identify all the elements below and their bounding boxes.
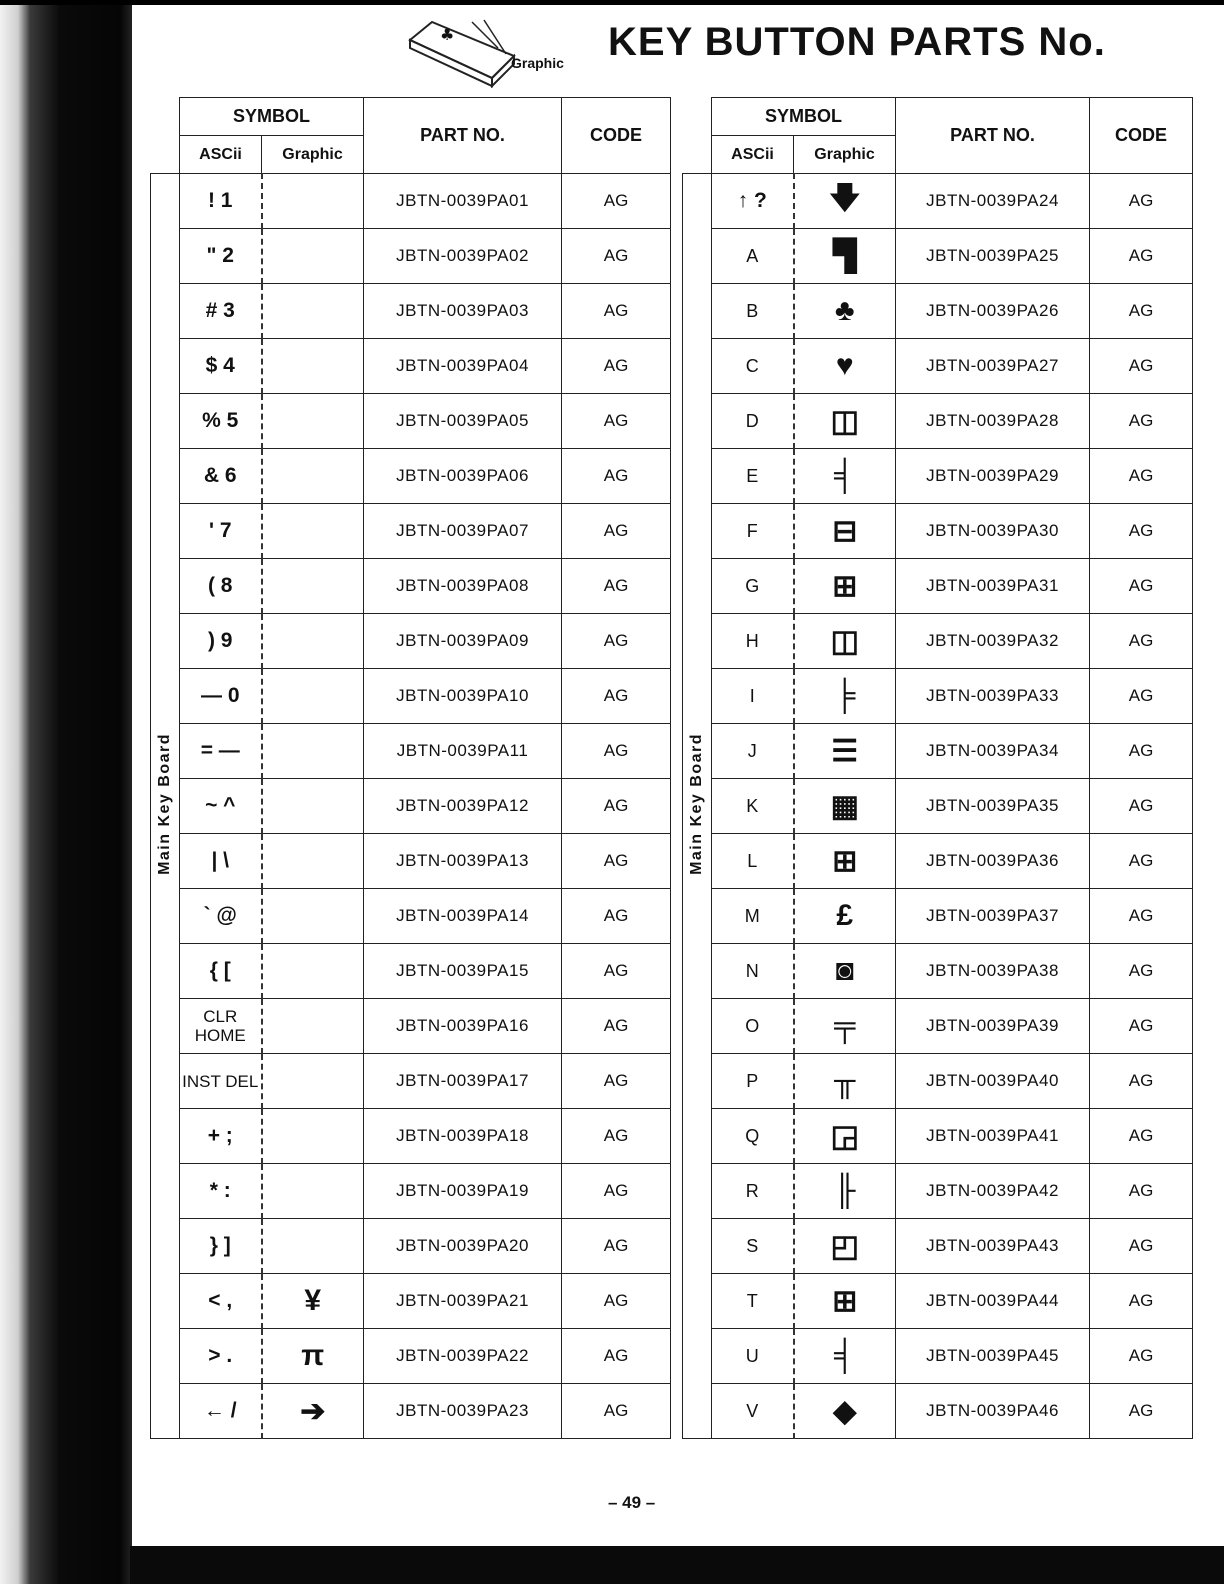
code-cell: AG	[1090, 229, 1193, 284]
part-no-cell: JBTN-0039PA26	[896, 284, 1090, 339]
part-no-cell: JBTN-0039PA13	[364, 834, 562, 889]
part-no-cell: JBTN-0039PA38	[896, 944, 1090, 999]
graphic-cell: ◫	[794, 614, 896, 669]
table-row	[151, 1219, 671, 1274]
graphic-cell	[262, 834, 364, 889]
part-no-cell: JBTN-0039PA16	[364, 999, 562, 1054]
ascii-cell: + ;	[180, 1109, 262, 1164]
ascii-cell: ( 8	[180, 559, 262, 614]
ascii-cell: F	[712, 504, 794, 559]
ascii-cell: CLR HOME	[180, 999, 262, 1054]
table-row	[683, 834, 1193, 889]
code-cell: AG	[562, 1109, 671, 1164]
code-cell: AG	[1090, 944, 1193, 999]
graphic-cell	[262, 724, 364, 779]
part-no-cell: JBTN-0039PA21	[364, 1274, 562, 1329]
part-no-cell: JBTN-0039PA34	[896, 724, 1090, 779]
part-no-cell: JBTN-0039PA40	[896, 1054, 1090, 1109]
code-header: CODE	[562, 98, 671, 174]
graphic-cell: ◙	[794, 944, 896, 999]
table-row	[683, 944, 1193, 999]
ascii-cell: S	[712, 1219, 794, 1274]
table-row	[683, 504, 1193, 559]
ascii-cell: M	[712, 889, 794, 944]
parts-table-left	[150, 97, 671, 1439]
code-cell: AG	[562, 1274, 671, 1329]
part-no-cell: JBTN-0039PA19	[364, 1164, 562, 1219]
graphic-cell: ◫	[794, 394, 896, 449]
code-cell: AG	[1090, 394, 1193, 449]
code-cell: AG	[1090, 504, 1193, 559]
symbol-header: SYMBOL	[712, 98, 896, 136]
graphic-cell: ▦	[794, 779, 896, 834]
graphic-cell	[262, 1054, 364, 1109]
graphic-header: Graphic	[794, 136, 896, 174]
part-no-cell: JBTN-0039PA45	[896, 1329, 1090, 1384]
graphic-cell: π	[262, 1329, 364, 1384]
table-row	[683, 1274, 1193, 1329]
table-row	[151, 1054, 671, 1109]
part-no-cell: JBTN-0039PA27	[896, 339, 1090, 394]
ascii-cell: C	[712, 339, 794, 394]
side-label-cell	[683, 174, 712, 1439]
code-cell: AG	[1090, 339, 1193, 394]
part-no-cell: JBTN-0039PA02	[364, 229, 562, 284]
ascii-cell: " 2	[180, 229, 262, 284]
header-graphic-label: Graphic	[511, 55, 564, 71]
table-row	[151, 779, 671, 834]
code-cell: AG	[562, 889, 671, 944]
side-label: Main Key Board	[688, 732, 705, 875]
part-no-cell: JBTN-0039PA31	[896, 559, 1090, 614]
graphic-cell: 🡇	[794, 174, 896, 229]
graphic-cell: ☰	[794, 724, 896, 779]
ascii-cell: R	[712, 1164, 794, 1219]
graphic-cell: ◲	[794, 1109, 896, 1164]
ascii-header: ASCii	[712, 136, 794, 174]
graphic-cell: ⊟	[794, 504, 896, 559]
code-cell: AG	[562, 284, 671, 339]
code-cell: AG	[562, 1219, 671, 1274]
ascii-cell: P	[712, 1054, 794, 1109]
code-cell: AG	[1090, 724, 1193, 779]
graphic-cell	[262, 1164, 364, 1219]
part-no-cell: JBTN-0039PA22	[364, 1329, 562, 1384]
ascii-cell: } ]	[180, 1219, 262, 1274]
part-no-cell: JBTN-0039PA15	[364, 944, 562, 999]
graphic-cell: ¥	[262, 1274, 364, 1329]
ascii-cell: = —	[180, 724, 262, 779]
table-row	[683, 174, 1193, 229]
table-row	[683, 1219, 1193, 1274]
table-row	[151, 229, 671, 284]
ascii-cell: I	[712, 669, 794, 724]
ascii-cell: E	[712, 449, 794, 504]
ascii-cell: T	[712, 1274, 794, 1329]
graphic-cell	[262, 669, 364, 724]
part-no-cell: JBTN-0039PA12	[364, 779, 562, 834]
graphic-cell	[262, 449, 364, 504]
part-no-cell: JBTN-0039PA43	[896, 1219, 1090, 1274]
code-cell: AG	[562, 724, 671, 779]
table-row	[151, 339, 671, 394]
code-cell: AG	[1090, 889, 1193, 944]
table-row	[151, 614, 671, 669]
graphic-cell: ╤	[794, 999, 896, 1054]
part-no-cell: JBTN-0039PA14	[364, 889, 562, 944]
graphic-cell	[262, 614, 364, 669]
code-cell: AG	[562, 394, 671, 449]
code-header: CODE	[1090, 98, 1193, 174]
code-cell: AG	[1090, 559, 1193, 614]
part-no-cell: JBTN-0039PA18	[364, 1109, 562, 1164]
code-cell: AG	[562, 559, 671, 614]
code-cell: AG	[562, 944, 671, 999]
code-cell: AG	[1090, 284, 1193, 339]
table-row	[151, 449, 671, 504]
code-cell: AG	[562, 669, 671, 724]
part-no-cell: JBTN-0039PA29	[896, 449, 1090, 504]
table-row	[683, 394, 1193, 449]
table-row	[151, 1329, 671, 1384]
code-cell: AG	[1090, 449, 1193, 504]
part-no-header: PART NO.	[364, 98, 562, 174]
code-cell: AG	[1090, 999, 1193, 1054]
ascii-cell: ↑ ?	[712, 174, 794, 229]
ascii-cell: V	[712, 1384, 794, 1439]
table-row	[151, 999, 671, 1054]
ascii-cell: U	[712, 1329, 794, 1384]
code-cell: AG	[562, 339, 671, 394]
part-no-cell: JBTN-0039PA11	[364, 724, 562, 779]
code-cell: AG	[1090, 174, 1193, 229]
graphic-header: Graphic	[262, 136, 364, 174]
table-row	[151, 1274, 671, 1329]
ascii-cell: { [	[180, 944, 262, 999]
graphic-key-icon	[402, 18, 542, 88]
code-cell: AG	[1090, 834, 1193, 889]
part-no-cell: JBTN-0039PA42	[896, 1164, 1090, 1219]
table-row	[683, 1384, 1193, 1439]
code-cell: AG	[1090, 1109, 1193, 1164]
part-no-cell: JBTN-0039PA28	[896, 394, 1090, 449]
table-row	[151, 834, 671, 889]
ascii-cell: — 0	[180, 669, 262, 724]
code-cell: AG	[562, 779, 671, 834]
svg-text:♣: ♣	[440, 25, 455, 44]
table-row	[683, 284, 1193, 339]
ascii-header: ASCii	[180, 136, 262, 174]
page-title: KEY BUTTON PARTS No.	[608, 20, 1106, 64]
table-row	[151, 889, 671, 944]
part-no-cell: JBTN-0039PA41	[896, 1109, 1090, 1164]
code-cell: AG	[562, 449, 671, 504]
code-cell: AG	[1090, 1054, 1193, 1109]
code-cell: AG	[1090, 1164, 1193, 1219]
graphic-cell	[262, 1219, 364, 1274]
part-no-cell: JBTN-0039PA32	[896, 614, 1090, 669]
table-row	[683, 1109, 1193, 1164]
ascii-cell: B	[712, 284, 794, 339]
graphic-cell: ╥	[794, 1054, 896, 1109]
part-no-cell: JBTN-0039PA05	[364, 394, 562, 449]
table-row	[151, 174, 671, 229]
table-row	[683, 229, 1193, 284]
scan-top-border	[0, 0, 1224, 5]
table-row	[683, 1054, 1193, 1109]
part-no-cell: JBTN-0039PA35	[896, 779, 1090, 834]
graphic-cell	[262, 174, 364, 229]
graphic-cell: ♣	[794, 284, 896, 339]
code-cell: AG	[1090, 669, 1193, 724]
code-cell: AG	[562, 1054, 671, 1109]
ascii-cell: | \	[180, 834, 262, 889]
graphic-cell	[262, 394, 364, 449]
ascii-cell: N	[712, 944, 794, 999]
table-row	[683, 1164, 1193, 1219]
side-label: Main Key Board	[156, 732, 173, 875]
table-row	[151, 944, 671, 999]
part-no-cell: JBTN-0039PA01	[364, 174, 562, 229]
table-row	[683, 889, 1193, 944]
table-row	[151, 1164, 671, 1219]
table-row	[683, 999, 1193, 1054]
ascii-cell: K	[712, 779, 794, 834]
graphic-cell: ⊞	[794, 1274, 896, 1329]
graphic-cell: ♥	[794, 339, 896, 394]
ascii-cell: O	[712, 999, 794, 1054]
graphic-cell: £	[794, 889, 896, 944]
scan-bottom-border	[130, 1546, 1224, 1584]
ascii-cell: H	[712, 614, 794, 669]
scan-edge	[0, 0, 132, 1584]
page-number: – 49 –	[608, 1493, 656, 1512]
table-row	[683, 1329, 1193, 1384]
ascii-cell: # 3	[180, 284, 262, 339]
graphic-cell	[262, 229, 364, 284]
graphic-cell	[262, 504, 364, 559]
ascii-cell: ) 9	[180, 614, 262, 669]
ascii-cell: & 6	[180, 449, 262, 504]
part-no-cell: JBTN-0039PA25	[896, 229, 1090, 284]
part-no-cell: JBTN-0039PA17	[364, 1054, 562, 1109]
part-no-cell: JBTN-0039PA23	[364, 1384, 562, 1439]
ascii-cell: % 5	[180, 394, 262, 449]
graphic-cell	[262, 999, 364, 1054]
code-cell: AG	[562, 504, 671, 559]
part-no-cell: JBTN-0039PA30	[896, 504, 1090, 559]
ascii-cell: D	[712, 394, 794, 449]
graphic-cell	[262, 559, 364, 614]
ascii-cell: L	[712, 834, 794, 889]
code-cell: AG	[562, 834, 671, 889]
part-no-header: PART NO.	[896, 98, 1090, 174]
ascii-cell: < ,	[180, 1274, 262, 1329]
ascii-cell: $ 4	[180, 339, 262, 394]
part-no-cell: JBTN-0039PA04	[364, 339, 562, 394]
ascii-cell: G	[712, 559, 794, 614]
graphic-cell: ╡	[794, 1329, 896, 1384]
part-no-cell: JBTN-0039PA36	[896, 834, 1090, 889]
ascii-cell: ` @	[180, 889, 262, 944]
code-cell: AG	[1090, 614, 1193, 669]
graphic-cell	[262, 1109, 364, 1164]
table-row	[683, 614, 1193, 669]
ascii-cell: ! 1	[180, 174, 262, 229]
graphic-cell: ╡	[794, 449, 896, 504]
part-no-cell: JBTN-0039PA09	[364, 614, 562, 669]
code-cell: AG	[1090, 1274, 1193, 1329]
part-no-cell: JBTN-0039PA08	[364, 559, 562, 614]
ascii-cell: Q	[712, 1109, 794, 1164]
ascii-cell: ' 7	[180, 504, 262, 559]
part-no-cell: JBTN-0039PA06	[364, 449, 562, 504]
part-no-cell: JBTN-0039PA24	[896, 174, 1090, 229]
graphic-cell: ▜	[794, 229, 896, 284]
graphic-cell: ╟	[794, 1164, 896, 1219]
table-row	[151, 1384, 671, 1439]
side-label-cell	[151, 174, 180, 1439]
code-cell: AG	[562, 1329, 671, 1384]
code-cell: AG	[562, 174, 671, 229]
code-cell: AG	[1090, 1219, 1193, 1274]
part-no-cell: JBTN-0039PA46	[896, 1384, 1090, 1439]
code-cell: AG	[562, 1164, 671, 1219]
table-row	[151, 669, 671, 724]
code-cell: AG	[562, 999, 671, 1054]
graphic-cell	[262, 779, 364, 834]
part-no-cell: JBTN-0039PA39	[896, 999, 1090, 1054]
part-no-cell: JBTN-0039PA07	[364, 504, 562, 559]
table-row	[151, 284, 671, 339]
table-row	[683, 339, 1193, 394]
graphic-cell: ◆	[794, 1384, 896, 1439]
graphic-cell: ⊞	[794, 559, 896, 614]
graphic-cell: ╞	[794, 669, 896, 724]
table-row	[151, 559, 671, 614]
table-row	[151, 1109, 671, 1164]
code-cell: AG	[1090, 1384, 1193, 1439]
code-cell: AG	[562, 614, 671, 669]
ascii-cell: > .	[180, 1329, 262, 1384]
graphic-cell	[262, 284, 364, 339]
graphic-cell	[262, 339, 364, 394]
ascii-cell: ← /	[180, 1384, 262, 1439]
symbol-header: SYMBOL	[180, 98, 364, 136]
table-row	[151, 724, 671, 779]
table-row	[151, 504, 671, 559]
code-cell: AG	[1090, 1329, 1193, 1384]
table-row	[683, 559, 1193, 614]
table-row	[683, 449, 1193, 504]
graphic-cell: ⊞	[794, 834, 896, 889]
part-no-cell: JBTN-0039PA20	[364, 1219, 562, 1274]
part-no-cell: JBTN-0039PA37	[896, 889, 1090, 944]
part-no-cell: JBTN-0039PA03	[364, 284, 562, 339]
graphic-cell	[262, 889, 364, 944]
code-cell: AG	[562, 1384, 671, 1439]
code-cell: AG	[1090, 779, 1193, 834]
part-no-cell: JBTN-0039PA33	[896, 669, 1090, 724]
ascii-cell: J	[712, 724, 794, 779]
graphic-cell: ◰	[794, 1219, 896, 1274]
graphic-cell	[262, 944, 364, 999]
ascii-cell: INST DEL	[180, 1054, 262, 1109]
table-row	[683, 669, 1193, 724]
part-no-cell: JBTN-0039PA44	[896, 1274, 1090, 1329]
graphic-cell: ➔	[262, 1384, 364, 1439]
part-no-cell: JBTN-0039PA10	[364, 669, 562, 724]
ascii-cell: * :	[180, 1164, 262, 1219]
table-row	[683, 779, 1193, 834]
ascii-cell: A	[712, 229, 794, 284]
ascii-cell: ~ ^	[180, 779, 262, 834]
table-row	[683, 724, 1193, 779]
code-cell: AG	[562, 229, 671, 284]
parts-table-right	[682, 97, 1193, 1439]
table-row	[151, 394, 671, 449]
